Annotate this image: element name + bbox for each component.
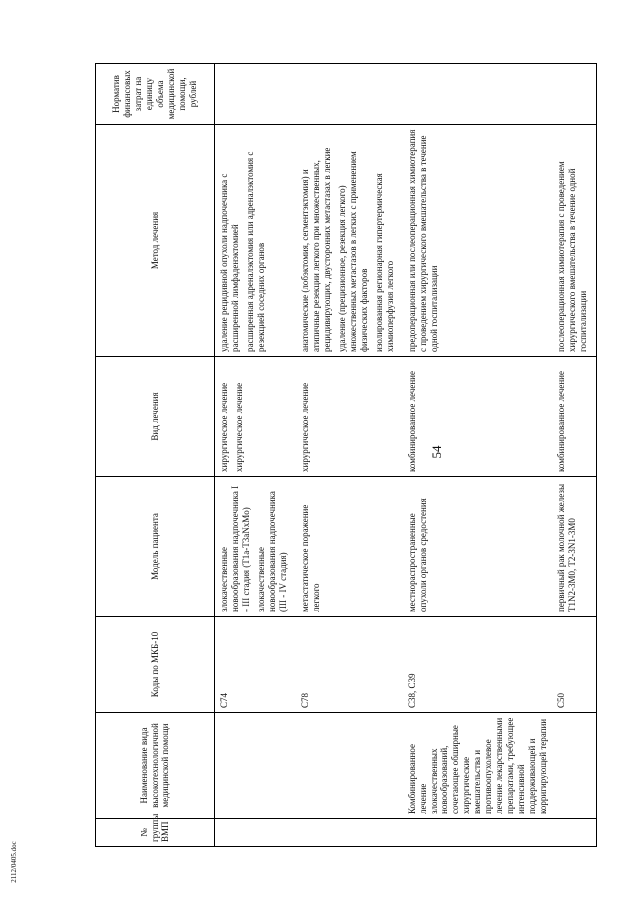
table-row: [215, 64, 296, 847]
treatment-type-text: хирургическое лечение: [219, 382, 229, 472]
patient-model-text: злокачественные новообразования надпочечника I - III стадия (T1a-T3aNxMo): [219, 485, 251, 612]
cell-icd-code: C74: [215, 617, 296, 713]
cell-icd-code: C78: [296, 617, 403, 713]
cell-icd-code: C50: [552, 617, 596, 713]
cell-cost-norm: [296, 64, 403, 125]
treatment-method-text: послеоперационная химиотерапия с проведением хирургического вмешательства в течение одной госпитализации: [556, 161, 589, 352]
header-icd-codes: Коды по МКБ-10: [96, 617, 215, 713]
cell-patient-model: [403, 477, 553, 617]
cell-icd-code: C38, C39: [403, 617, 553, 713]
cell-group-number: [403, 819, 553, 847]
treatment-method-text: расширенная адреналэктомия или адреналэктомия с резекцией соседних органов: [244, 151, 266, 352]
cell-treatment-type: [552, 357, 596, 477]
treatment-type-text: хирургическое лечение: [233, 382, 244, 472]
footer-document-code: 2112/0405.doc: [10, 841, 18, 883]
cell-group-number: [552, 819, 596, 847]
header-care-type: Наименование вида высокотехнологичной медицинской помощи: [96, 713, 215, 819]
cell-care-type: [296, 713, 403, 819]
cell-patient-model: [296, 477, 403, 617]
patient-model-text: местнораспространенные опухоли органов средостения: [406, 498, 428, 612]
treatment-type-text: комбинированное лечение: [406, 371, 417, 472]
patient-model-text: метастатическое поражение легкого: [299, 504, 321, 612]
treatment-method-text: удаление (прецизионное, резекция легкого) множественных метастазов в легких с применением физических факторов: [336, 151, 369, 352]
treatment-type-text: комбинированное лечение: [556, 371, 567, 472]
cell-care-type: [552, 713, 596, 819]
treatment-type-text: хирургическое лечение: [299, 382, 310, 472]
cell-treatment-method: [296, 125, 403, 357]
table-header-row: [96, 64, 215, 847]
table-row: [403, 64, 553, 847]
cell-treatment-method: [552, 125, 596, 357]
treatment-method-text: анатомические (лобэктомия, сегментэктомия) и атипичные резекции легкого при множественных, рецидивирующих, двусторонних метастазах в легкие: [299, 147, 332, 352]
vmp-table: [95, 63, 597, 847]
cell-treatment-method: [403, 125, 553, 357]
header-patient-model: Модель пациента: [96, 477, 215, 617]
treatment-method-text: изолированная регионарная гипертермическая химиоперфузия легкого: [373, 173, 395, 352]
table-row: [296, 64, 403, 847]
treatment-method-text: удаление рецидивной опухоли надпочечника с расширенной лимфаденэктомией: [219, 173, 240, 352]
header-cost-norm: Норматив финансовых затрат на единицу объема медицинской помощи, рублей: [96, 64, 215, 125]
header-group-number: № группы ВМП: [96, 819, 215, 847]
cell-cost-norm: [552, 64, 596, 125]
cell-cost-norm: [403, 64, 553, 125]
header-treatment-type: Вид лечения: [96, 357, 215, 477]
table-row: [552, 64, 596, 847]
cell-care-type: [215, 713, 296, 819]
patient-model-text: злокачественные новообразования надпочечника (III - IV стадия): [255, 491, 288, 612]
treatment-method-text: предоперационная или послеоперационная химиотерапия с проведением хирургического вмешательства в течение одной госпитализации: [406, 129, 439, 352]
rotated-table-container: [95, 64, 625, 847]
cell-patient-model: [215, 477, 296, 617]
cell-treatment-method: [215, 125, 296, 357]
cell-treatment-type: [215, 357, 296, 477]
cell-group-number: [296, 819, 403, 847]
patient-model-text: первичный рак молочной железы T1N2-3M0, T2-3N1-3M0: [556, 484, 578, 612]
cell-patient-model: [552, 477, 596, 617]
cell-care-type: Комбинированное лечение злокачественных новообразований, сочетающее обширные хирургические вмешательства и противоопухолевое лечение лекарственными препаратами, требующее интенсивной поддерживающей и корригирующей терапии: [403, 713, 553, 819]
cell-group-number: [215, 819, 296, 847]
page-number: 54: [429, 445, 444, 459]
cell-cost-norm: [215, 64, 296, 125]
cell-treatment-type: [403, 357, 553, 477]
cell-treatment-type: [296, 357, 403, 477]
header-treatment-method: Метод лечения: [96, 125, 215, 357]
